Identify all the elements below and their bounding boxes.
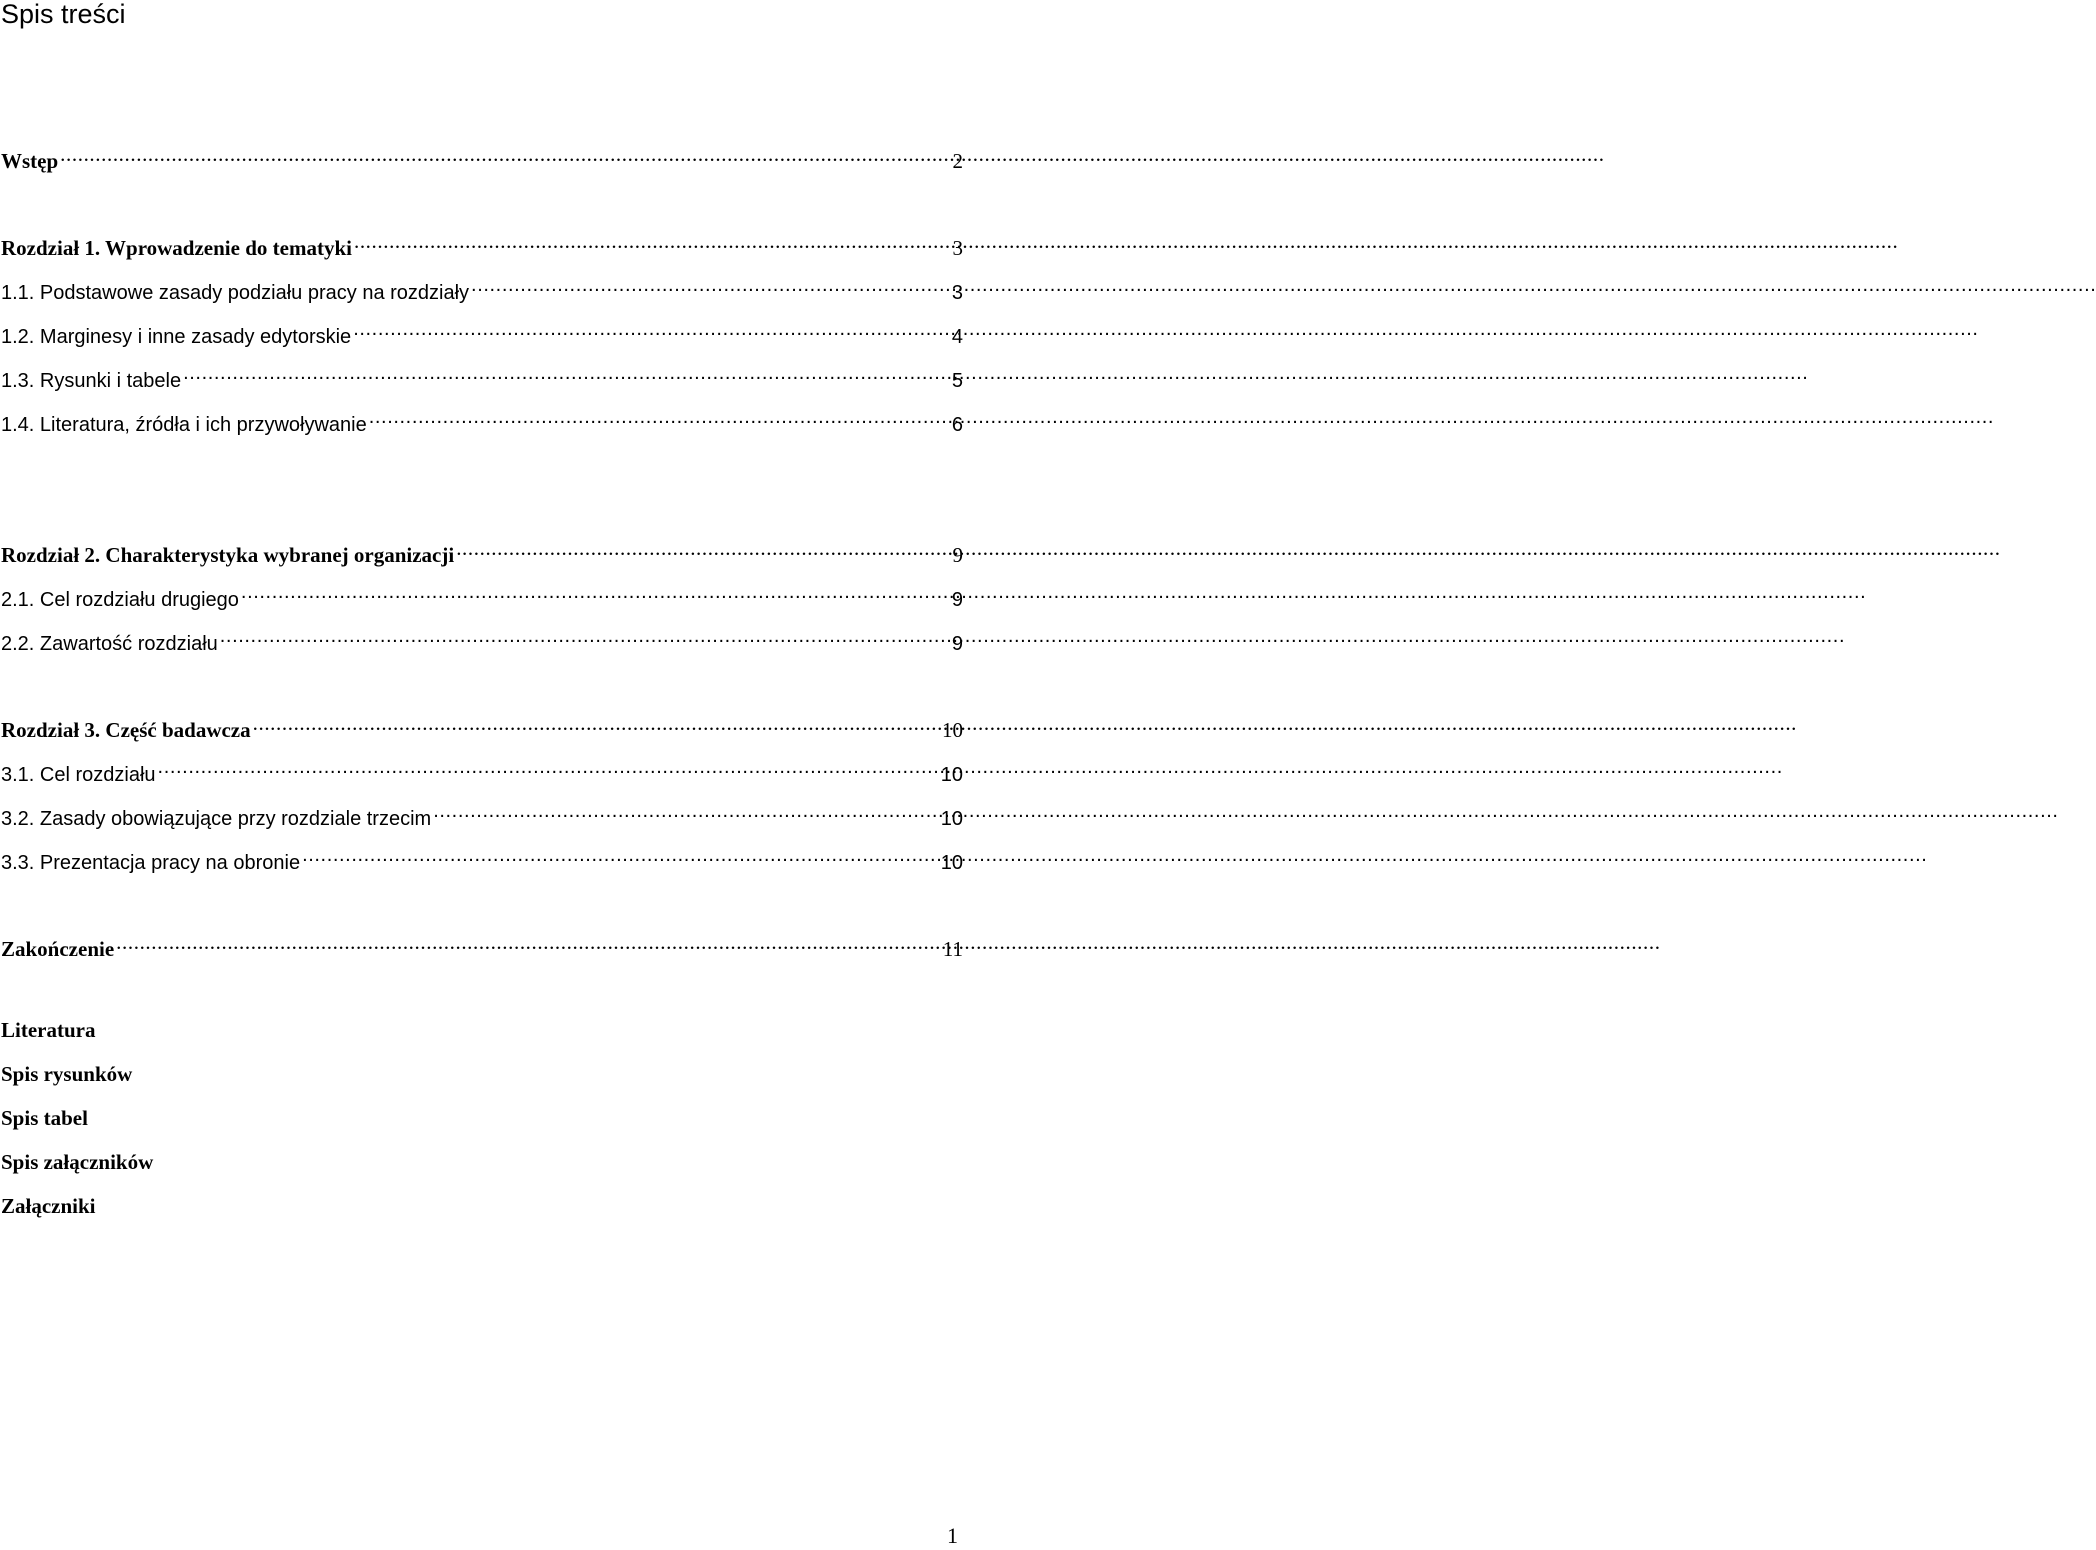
toc-title: Spis treści <box>1 0 126 29</box>
toc-entry-section-1-3[interactable] <box>1 359 963 392</box>
toc-entry-page: 2 <box>952 149 963 173</box>
toc-leader-dots <box>220 622 946 650</box>
toc-entry-text: 2.1. Cel rozdziału drugiego <box>1 589 239 611</box>
toc-entry-literature[interactable]: Literatura <box>1 1018 96 1042</box>
toc-leader-dots <box>369 403 946 431</box>
toc-entry-page: 3 <box>951 282 963 304</box>
toc-entry-page: 3 <box>952 236 963 260</box>
toc-leader-dots <box>353 315 946 343</box>
toc-entry-section-2-1[interactable] <box>1 578 963 611</box>
toc-entry-section-1-4[interactable] <box>1 403 963 436</box>
toc-entry-text: 2.2. Zawartość rozdziału <box>1 633 218 655</box>
toc-entry-page: 10 <box>940 808 963 830</box>
toc-leader-dots <box>183 359 946 387</box>
toc-entry-intro[interactable] <box>1 140 963 173</box>
toc-entry-chapter-2[interactable] <box>1 534 963 567</box>
toc-leader-dots <box>433 797 935 825</box>
toc-leader-dots <box>456 534 946 562</box>
toc-entry-page: 9 <box>951 633 963 655</box>
toc-entry-section-3-3[interactable] <box>1 841 963 874</box>
toc-entry-text: Rozdział 2. Charakterystyka wybranej organizacji <box>1 543 455 567</box>
toc-entry-page: 10 <box>942 718 963 742</box>
toc-entry-text: 1.4. Literatura, źródła i ich przywoływanie <box>1 414 367 436</box>
toc-entry-list-of-attachments[interactable]: Spis załączników <box>1 1150 154 1174</box>
toc-entry-text: 3.2. Zasady obowiązujące przy rozdziale trzecim <box>1 808 432 830</box>
toc-entry-text: 3.1. Cel rozdziału <box>1 764 156 786</box>
toc-entry-section-1-2[interactable] <box>1 315 963 348</box>
toc-entry-section-2-2[interactable] <box>1 622 963 655</box>
toc-entry-page: 4 <box>951 326 963 348</box>
toc-entry-page: 6 <box>951 414 963 436</box>
toc-leader-dots <box>158 753 935 781</box>
toc-entry-text: Rozdział 3. Część badawcza <box>1 718 251 742</box>
toc-leader-dots <box>302 841 935 869</box>
document-page <box>0 0 963 1550</box>
page-number: 1 <box>947 1523 958 1548</box>
toc-leader-dots <box>60 140 946 168</box>
toc-entry-text: Zakończenie <box>1 937 115 961</box>
toc-entry-chapter-1[interactable] <box>1 227 963 260</box>
toc-entry-list-of-figures[interactable]: Spis rysunków <box>1 1062 133 1086</box>
toc-entry-text: 1.1. Podstawowe zasady podziału pracy na rozdziały <box>1 282 470 304</box>
toc-entry-text: Rozdział 1. Wprowadzenie do tematyki <box>1 236 352 260</box>
toc-entry-conclusion[interactable] <box>1 928 963 961</box>
toc-entry-page: 10 <box>940 764 963 786</box>
toc-leader-dots <box>354 227 947 255</box>
toc-entry-attachments[interactable]: Załączniki <box>1 1194 96 1218</box>
toc-entry-page: 10 <box>940 852 963 874</box>
toc-entry-page: 11 <box>942 937 963 961</box>
toc-entry-text: 1.2. Marginesy i inne zasady edytorskie <box>1 326 352 348</box>
toc-entry-section-3-1[interactable] <box>1 753 963 786</box>
toc-leader-dots <box>241 578 946 606</box>
toc-entry-page: 9 <box>951 589 963 611</box>
toc-leader-dots <box>116 928 937 956</box>
toc-entry-chapter-3[interactable] <box>1 709 963 742</box>
toc-entry-text: Wstęp <box>1 149 59 173</box>
toc-entry-text: 3.3. Prezentacja pracy na obronie <box>1 852 301 874</box>
toc-leader-dots <box>253 709 936 737</box>
toc-entry-page: 9 <box>952 543 963 567</box>
toc-entry-text: 1.3. Rysunki i tabele <box>1 370 182 392</box>
toc-entry-section-1-1[interactable] <box>1 271 963 304</box>
toc-leader-dots <box>471 271 946 299</box>
toc-entry-page: 5 <box>951 370 963 392</box>
toc-entry-list-of-tables[interactable]: Spis tabel <box>1 1106 88 1130</box>
toc-entry-section-3-2[interactable] <box>1 797 963 830</box>
